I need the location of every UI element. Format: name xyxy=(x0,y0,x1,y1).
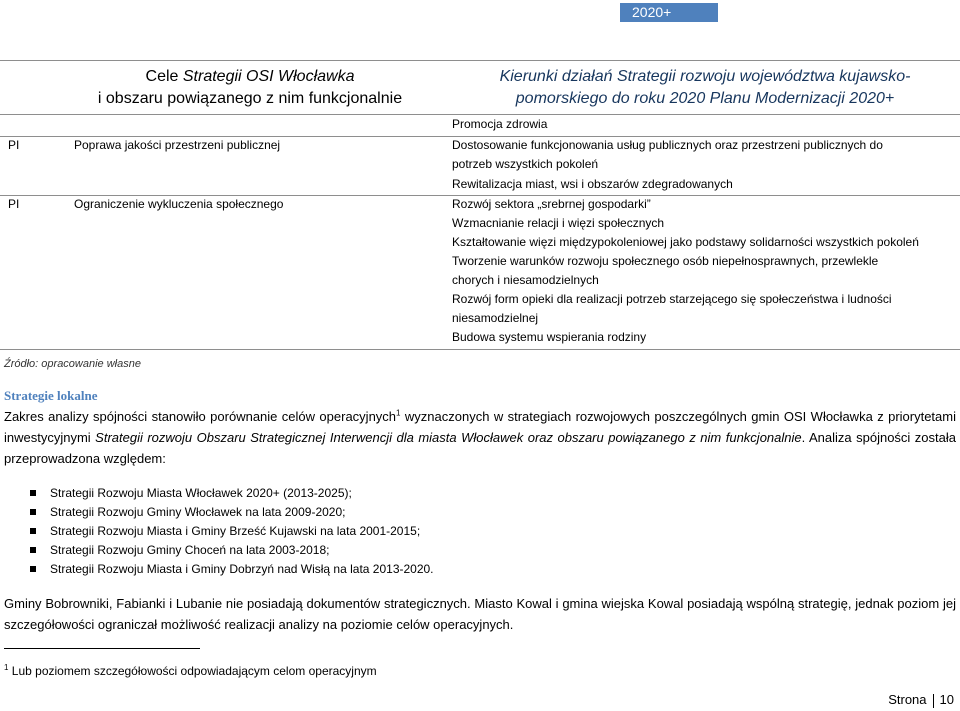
list-item xyxy=(30,484,434,503)
table-bottom-border xyxy=(0,349,960,350)
direction-cell: Rozwój form opieki dla realizacji potrzeb starzejącego się społeczeństwa i ludności xyxy=(452,292,892,306)
goal-cell: Poprawa jakości przestrzeni publicznej xyxy=(74,138,281,152)
bullet-icon xyxy=(30,509,36,515)
header-directions-line2: pomorskiego do roku 2020 Planu Modernizacji 2020+ xyxy=(515,90,895,107)
list-item-text: Strategii Rozwoju Gminy Włocławek na lata 2009-2020; xyxy=(50,505,346,519)
footnote-text: Lub poziomem szczegółowości odpowiadającym celom operacyjnym xyxy=(8,664,377,678)
strategy-list xyxy=(30,484,434,579)
direction-cell: potrzeb wszystkich pokoleń xyxy=(452,157,599,171)
footer-separator xyxy=(933,694,934,708)
list-item xyxy=(30,522,434,541)
direction-cell: niesamodzielnej xyxy=(452,311,539,325)
direction-cell: Tworzenie warunków rozwoju społecznego osób niepełnosprawnych, przewlekle xyxy=(452,254,879,268)
bullet-icon xyxy=(30,566,36,572)
pi-label: PI xyxy=(8,197,20,211)
header-directions-line1: Kierunki działań Strategii rozwoju województwa kujawsko- xyxy=(499,68,911,85)
header-goals-prefix: Cele xyxy=(145,68,183,85)
list-item xyxy=(30,560,434,579)
paragraph-strategy-title: Strategii rozwoju Obszaru Strategicznej Interwencji dla miasta Włocławek oraz obszaru powiązanego z nim funkcjonalnie xyxy=(95,430,802,445)
list-item-text: Strategii Rozwoju Miasta i Gminy Dobrzyń nad Wisłą na lata 2013-2020. xyxy=(50,562,434,576)
direction-cell: Promocja zdrowia xyxy=(452,117,548,131)
paragraph-text: Zakres analizy spójności stanowiło porównanie celów operacyjnych xyxy=(4,409,397,424)
pi-label: PI xyxy=(8,138,20,152)
direction-cell: Budowa systemu wspierania rodziny xyxy=(452,330,647,344)
direction-cell: Rozwój sektora „srebrnej gospodarki” xyxy=(452,197,651,211)
table-source: Źródło: opracowanie własne xyxy=(4,358,141,370)
direction-cell: Kształtowanie więzi międzypokoleniowej jako podstawy solidarności wszystkich pokoleń xyxy=(452,235,919,249)
page-footer xyxy=(888,692,954,708)
page-label: Strona xyxy=(888,692,927,707)
paragraph-text: . Analiza spójności została przeprowadzona względem: xyxy=(4,430,956,466)
header-directions xyxy=(455,66,955,110)
header-goals-title: Strategii OSI Włocławka xyxy=(182,68,355,85)
goal-cell: Ograniczenie wykluczenia społecznego xyxy=(74,197,284,211)
list-item xyxy=(30,541,434,560)
footnote xyxy=(4,664,377,678)
paragraph-text: wyznaczonych w strategiach rozwojowych poszczególnych gmin OSI Włocławka z priorytetami inwestycyjnymi xyxy=(4,409,956,445)
direction-cell: Wzmacnianie relacji i więzi społecznych xyxy=(452,216,665,230)
page-number: 10 xyxy=(939,692,954,707)
header-goals-line2: i obszaru powiązanego z nim funkcjonalnie xyxy=(97,90,403,107)
list-item-text: Strategii Rozwoju Miasta Włocławek 2020+ (2013-2025); xyxy=(50,486,352,500)
year-tag: 2020+ xyxy=(620,3,718,22)
list-item-text: Strategii Rozwoju Miasta i Gminy Brześć Kujawski na lata 2001-2015; xyxy=(50,524,421,538)
bullet-icon xyxy=(30,490,36,496)
list-item-text: Strategii Rozwoju Gminy Choceń na lata 2003-2018; xyxy=(50,543,330,557)
table-header xyxy=(0,60,960,115)
bullet-icon xyxy=(30,528,36,534)
direction-cell: Dostosowanie funkcjonowania usług publicznych oraz przestrzeni publicznych do xyxy=(452,138,883,152)
list-item xyxy=(30,503,434,522)
header-goals xyxy=(60,66,440,110)
footnote-number: 1 xyxy=(4,663,9,672)
direction-cell: chorych i niesamodzielnych xyxy=(452,273,599,287)
bullet-icon xyxy=(30,547,36,553)
section-title: Strategie lokalne xyxy=(4,388,98,403)
paragraph-analysis xyxy=(4,406,956,469)
footnote-separator xyxy=(4,648,200,649)
direction-cell: Rewitalizacja miast, wsi i obszarów zdegradowanych xyxy=(452,177,733,191)
paragraph-note: Gminy Bobrowniki, Fabianki i Lubanie nie posiadają dokumentów strategicznych. Miasto Kowal i gmina wiejska Kowal posiadają wspólną strategię, jednak poziom jej szczegółowości ograniczał możliwość realizacji analizy na poziomie celów operacyjnych. xyxy=(4,596,956,632)
footnote-ref[interactable]: 1 xyxy=(396,408,401,418)
